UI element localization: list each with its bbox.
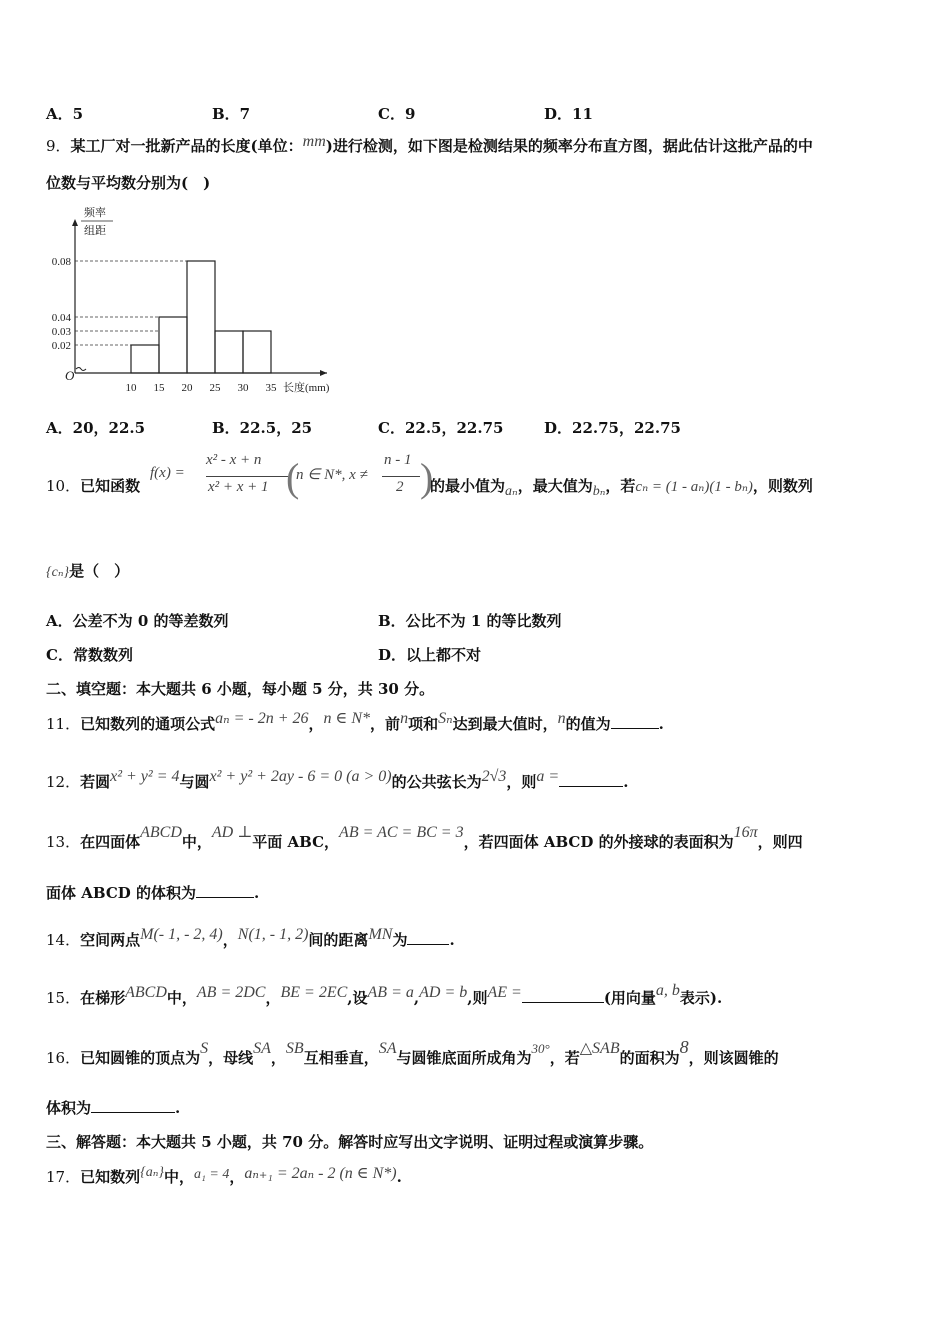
q11-var-n: n	[400, 710, 409, 727]
q16-line2-text: 体积为	[46, 1099, 92, 1117]
q13-t1: 在四面体	[80, 833, 141, 851]
q11-t6: 的值为	[565, 715, 611, 733]
q13-equal-sides: AB = AC = BC = 3	[339, 824, 464, 841]
origin-label: O	[65, 368, 75, 383]
q10-condition: n ∈ N*, x ≠	[296, 467, 368, 483]
q14-point-n: N(1, - 1, 2)	[237, 926, 309, 943]
q10-line2	[46, 560, 129, 584]
q8-option-a: A．5	[46, 105, 84, 123]
q15-vec-a: AB = a	[367, 984, 414, 1001]
q15-t3: ，	[265, 989, 281, 1007]
q15-t6: ,则	[467, 989, 488, 1007]
q10-number: 10．	[46, 477, 81, 495]
q13-t2: 中，	[181, 833, 212, 851]
q11-answer-blank[interactable]	[611, 713, 659, 729]
q11-number: 11．	[46, 715, 81, 733]
q11-t2: ，	[308, 715, 324, 733]
q10-cond-numerator: n - 1	[384, 452, 412, 468]
q12-number: 12．	[46, 773, 81, 791]
q15-t8: 表示).	[679, 989, 723, 1007]
q13-line2	[46, 882, 259, 904]
q14-mn: MN	[368, 926, 393, 943]
q15-ab-2dc: AB = 2DC	[196, 984, 266, 1001]
q13-line2-text: 面体 ABCD 的体积为	[46, 884, 196, 902]
y-axis-arrow	[72, 219, 78, 226]
q17-recurrence: aₙ₊₁ = 2aₙ - 2 (n ∈ N*)	[244, 1165, 397, 1182]
q10-paren-left: (	[286, 455, 300, 500]
q12	[46, 768, 629, 794]
q11-formula-n: n ∈ N*	[323, 710, 371, 727]
q15-abcd: ABCD	[125, 984, 167, 1001]
q10-numerator: x² - x + n	[206, 452, 262, 468]
q11-sn: Sₙ	[438, 710, 453, 727]
q16-t5: 与圆锥底面所成角为	[396, 1049, 532, 1067]
q12-answer-blank[interactable]	[559, 771, 623, 787]
q17	[46, 1166, 402, 1190]
q16-triangle: △SAB	[579, 1040, 620, 1057]
y-tick-label: 0.08	[51, 256, 71, 268]
q15-vec-b: AD = b	[419, 984, 468, 1001]
q12-t3: 的公共弦长为	[391, 773, 482, 791]
x-tick-label: 30	[237, 382, 249, 394]
q15-t2: 中，	[166, 989, 197, 1007]
q10-option-a: A．公差不为 0 的等差数列	[46, 612, 229, 630]
q10-line1-rest	[430, 475, 813, 499]
q13-t5: ，则四	[757, 833, 803, 851]
q9-option-b: B．22.5，25	[212, 419, 313, 437]
q11-t3: ，前	[370, 715, 401, 733]
q14-t4: 为	[392, 931, 408, 949]
x-axis-label: 长度(mm)	[283, 382, 330, 394]
q10-mid1: 的最小值为	[430, 477, 506, 495]
q10-bn: bₙ	[592, 484, 606, 499]
q16-area: 8	[679, 1037, 689, 1057]
q11-t1: 已知数列的通项公式	[80, 715, 216, 733]
y-axis-label-top: 频率	[84, 207, 106, 219]
q15-ab-vectors: a, b	[655, 982, 680, 999]
q12-chord: 2√3	[481, 768, 507, 785]
x-tick-label: 20	[181, 382, 193, 394]
q14-t2: ，	[222, 931, 238, 949]
q9-option-a: A．20，22.5	[46, 419, 146, 437]
q12-t1: 若圆	[80, 773, 111, 791]
q10-seq: {cₙ}	[46, 565, 70, 580]
q17-t3: ，	[229, 1168, 245, 1186]
q8-option-c: C．9	[378, 105, 416, 123]
q16-t4: 互相垂直，	[303, 1049, 379, 1067]
q9-text: 某工厂对一批新产品的长度(单位：	[70, 137, 303, 155]
q16-t9: .	[175, 1099, 181, 1117]
q15-ae: AE =	[487, 984, 522, 1001]
q11	[46, 710, 664, 736]
histogram-bar	[187, 261, 215, 373]
q17-t4: .	[396, 1168, 402, 1186]
q12-t2: 与圆	[179, 773, 210, 791]
q17-seq: {aₙ}	[140, 1165, 164, 1180]
q9-line1	[46, 135, 813, 158]
q10-option-b: B．公比不为 1 的等比数列	[378, 612, 562, 630]
x-tick-label: 35	[265, 382, 277, 394]
q12-t5: .	[623, 773, 629, 791]
q17-number: 17．	[46, 1168, 81, 1186]
q13-number: 13．	[46, 833, 81, 851]
q16-t2: ，母线	[208, 1049, 254, 1067]
x-tick-label: 25	[209, 382, 221, 394]
q10-lead: 已知函数	[80, 477, 141, 495]
q15-t5: ,	[413, 989, 420, 1007]
q8-option-b: B．7	[212, 105, 251, 123]
q16	[46, 1037, 779, 1070]
q11-t7: .	[658, 715, 664, 733]
q17-a1: a₁ = 4	[194, 1167, 230, 1182]
q14-t5: .	[449, 931, 455, 949]
q13-t4: ，若四面体 ABCD 的外接球的表面积为	[463, 833, 734, 851]
q13-answer-blank[interactable]	[196, 882, 254, 898]
q10-denominator: x² + x + 1	[208, 479, 269, 495]
q13-area: 16π	[733, 824, 758, 841]
q10-mid3: ，若	[605, 477, 636, 495]
q10-cond-denominator: 2	[396, 479, 404, 495]
q16-angle: 30°	[531, 1041, 550, 1056]
q10-mid2: ，最大值为	[517, 477, 593, 495]
q10-line2-tail: 是（ ）	[69, 562, 130, 580]
q16-number: 16．	[46, 1049, 81, 1067]
q15-be-2ec: BE = 2EC	[280, 984, 348, 1001]
q11-formula-an: aₙ = - 2n + 26	[215, 710, 309, 727]
q12-t4: ，则	[506, 773, 537, 791]
q9-text-2: )进行检测，如下图是检测结果的频率分布直方图，据此估计这批产品的中	[325, 137, 813, 155]
q16-line2	[46, 1097, 180, 1119]
x-tick-label: 15	[153, 382, 165, 394]
histogram-bar	[215, 331, 243, 373]
q16-t6: ，若	[549, 1049, 580, 1067]
q9-unit: mm	[302, 133, 326, 150]
q8-option-d: D．11	[544, 105, 593, 123]
q16-t3: ，	[270, 1049, 286, 1067]
q14-t3: 间的距离	[308, 931, 369, 949]
q14-t1: 空间两点	[80, 931, 141, 949]
q10-an: aₙ	[505, 484, 518, 499]
histogram-bar	[159, 317, 187, 373]
y-axis-label-bottom: 组距	[84, 225, 106, 237]
q13	[46, 824, 803, 854]
q15-answer-blank[interactable]	[522, 987, 604, 1003]
q10-option-d: D．以上都不对	[378, 646, 482, 664]
y-tick-label: 0.02	[51, 340, 71, 352]
q11-var-n2: n	[557, 710, 566, 727]
q16-t7: 的面积为	[619, 1049, 680, 1067]
q12-circle2: x² + y² + 2ay - 6 = 0 (a > 0)	[209, 768, 392, 785]
section-2-heading: 二、填空题：本大题共 6 小题，每小题 5 分，共 30 分。	[46, 680, 435, 698]
q10-tail: ，则数列	[752, 477, 813, 495]
q13-abcd: ABCD	[140, 824, 182, 841]
x-tick-label: 10	[125, 382, 137, 394]
q17-t2: 中，	[163, 1168, 194, 1186]
q10-func-name: f(x) =	[150, 465, 185, 481]
q10-cn-expr: cₙ = (1 - aₙ)(1 - bₙ)	[635, 479, 753, 495]
section-3-heading: 三、解答题：本大题共 5 小题，共 70 分。解答时应写出文字说明、证明过程或演算步骤。	[46, 1133, 654, 1151]
q9-option-c: C．22.5，22.75	[378, 419, 504, 437]
q11-t5: 达到最大值时，	[452, 715, 558, 733]
q9-option-d: D．22.75，22.75	[544, 419, 681, 437]
histogram-bar	[243, 331, 271, 373]
q9-number: 9．	[46, 137, 71, 155]
q16-sa: SA	[253, 1040, 271, 1057]
q10-paren-right: )	[420, 455, 434, 500]
q9-line2: 位数与平均数分别为( )	[46, 174, 211, 192]
q10-option-c: C．常数数列	[46, 646, 133, 664]
q16-sb: SB	[285, 1040, 304, 1057]
x-axis-arrow	[320, 370, 327, 376]
frequency-histogram	[40, 200, 340, 400]
q10-cond-bar	[382, 476, 420, 477]
q11-t4: 项和	[408, 715, 439, 733]
q16-t1: 已知圆锥的顶点为	[80, 1049, 201, 1067]
y-tick-label: 0.04	[51, 312, 71, 324]
q10-fraction-bar	[206, 476, 288, 477]
q16-t8: ，则该圆锥的	[688, 1049, 779, 1067]
q14-point-m: M(- 1, - 2, 4)	[140, 926, 223, 943]
q15-t4: ,设	[347, 989, 368, 1007]
axis-break-mark	[76, 368, 86, 371]
q16-sa-2: SA	[378, 1040, 397, 1057]
q13-ad-perp: AD ⊥	[211, 824, 253, 841]
q14	[46, 926, 455, 952]
q13-t6: .	[254, 884, 260, 902]
q15	[46, 982, 723, 1010]
q17-t1: 已知数列	[80, 1168, 141, 1186]
q15-t1: 在梯形	[80, 989, 126, 1007]
q16-vertex-s: S	[200, 1040, 209, 1057]
histogram-bar	[131, 345, 159, 373]
q14-answer-blank[interactable]	[407, 929, 449, 945]
q14-number: 14．	[46, 931, 81, 949]
q15-t7: (用向量	[603, 989, 656, 1007]
q16-answer-blank[interactable]	[91, 1097, 175, 1113]
q13-t3: 平面 ABC，	[252, 833, 340, 851]
q15-number: 15．	[46, 989, 81, 1007]
q12-circle1: x² + y² = 4	[110, 768, 180, 785]
q10-line1	[46, 475, 140, 497]
q12-a: a =	[536, 768, 560, 785]
y-tick-label: 0.03	[51, 326, 71, 338]
